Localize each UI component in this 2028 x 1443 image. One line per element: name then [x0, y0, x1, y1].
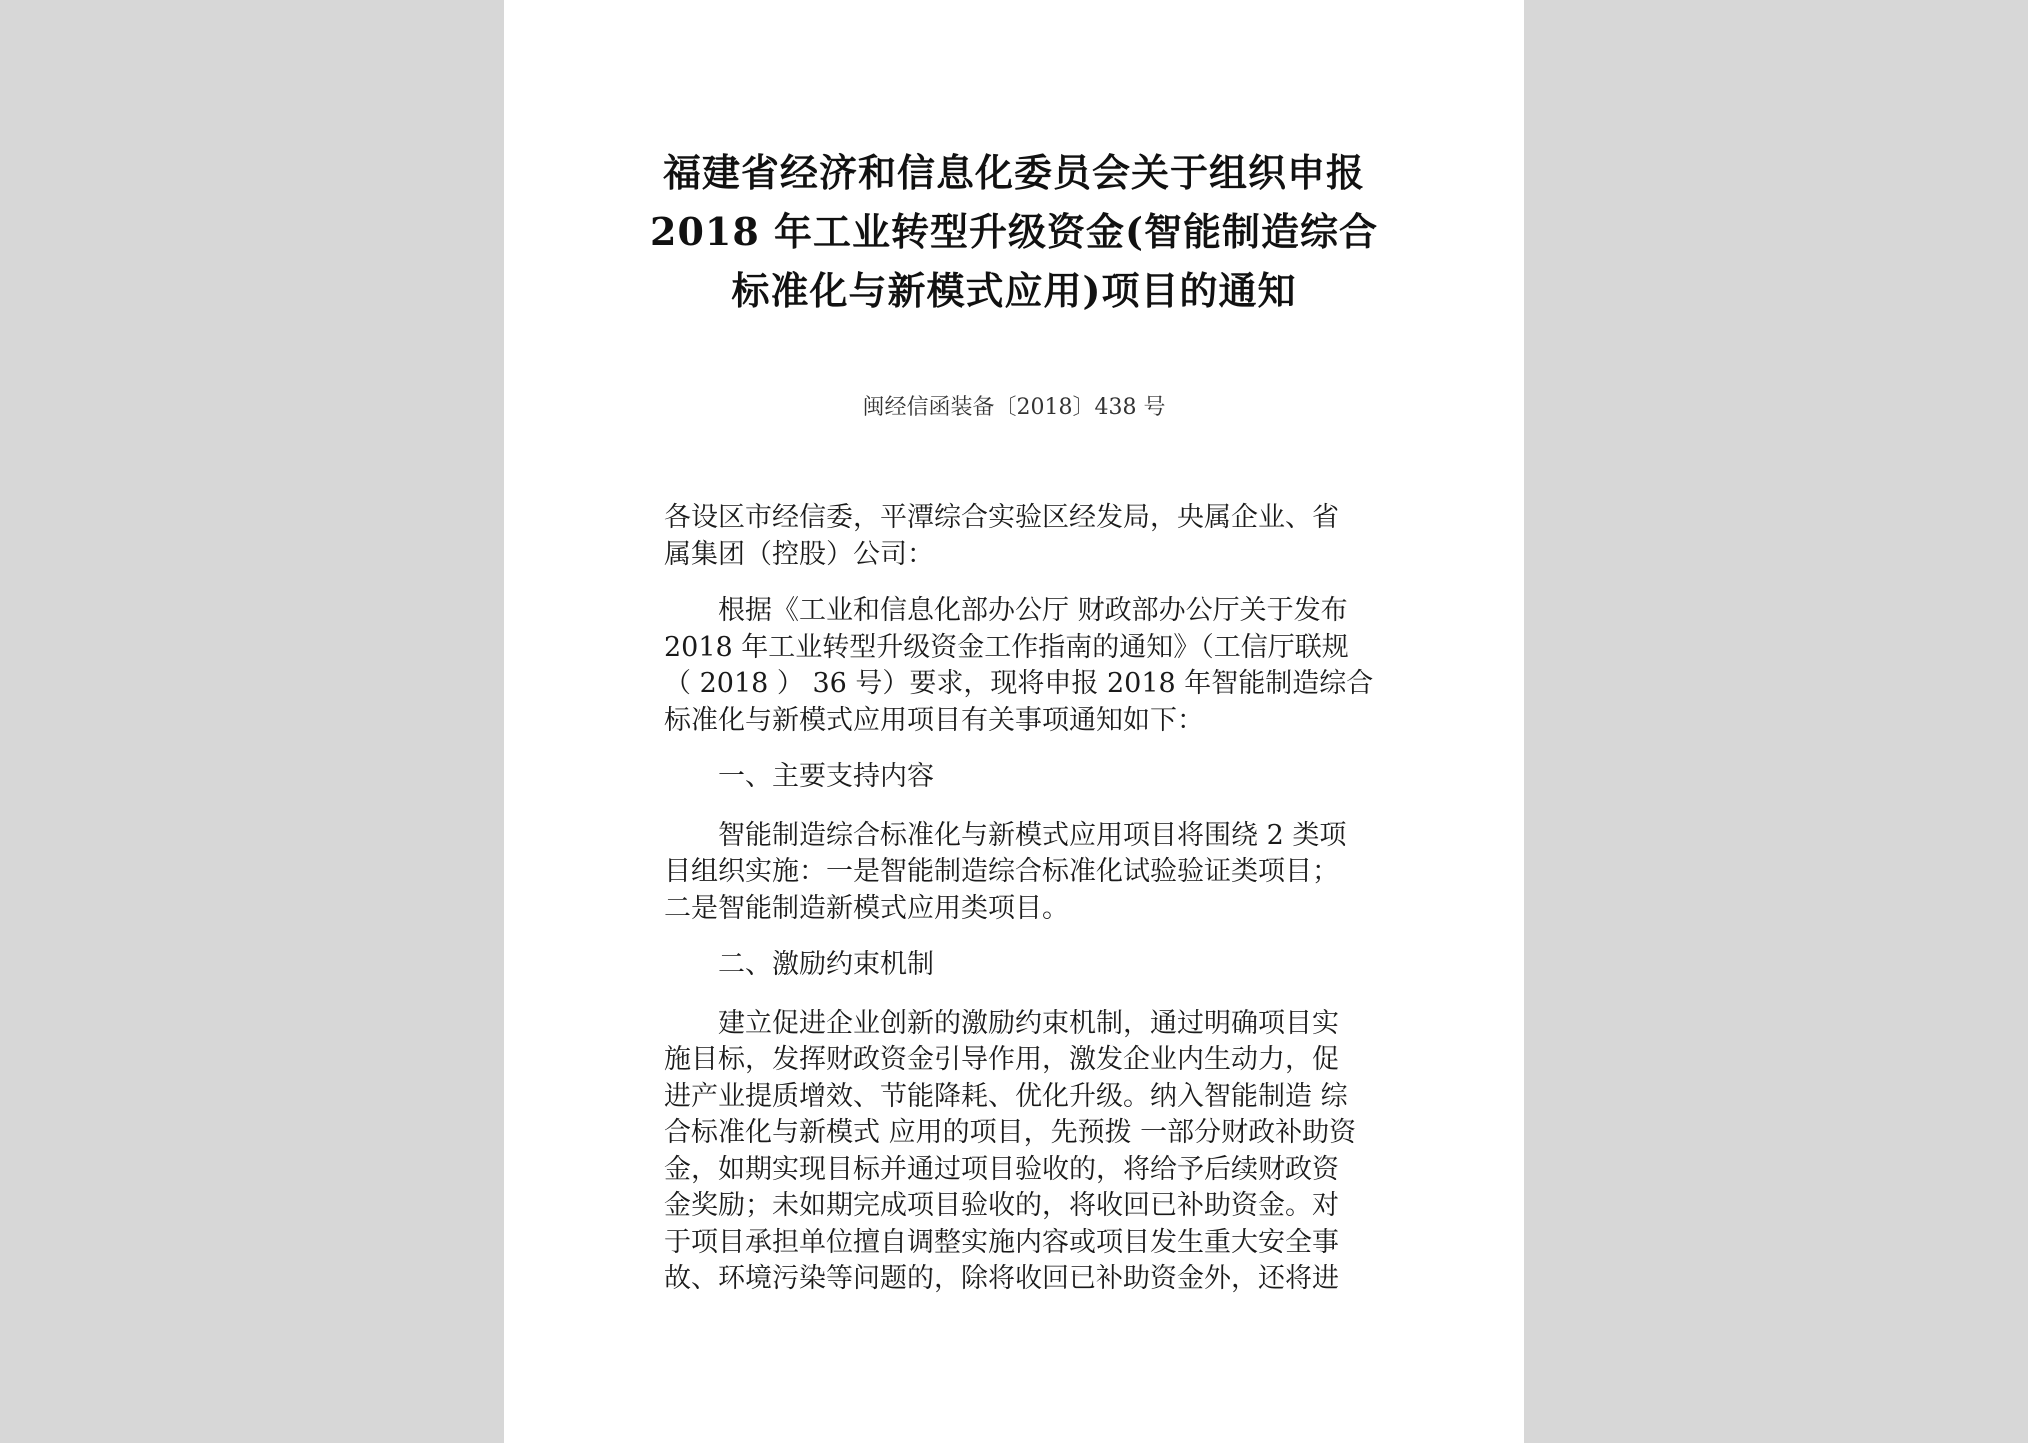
title-line: 标准化与新模式应用)项目的通知 — [731, 268, 1297, 313]
text-line: 属集团（控股）公司： — [664, 538, 934, 570]
text-line: 施目标，发挥财政资金引导作用，激发企业内生动力，促 — [664, 1044, 1339, 1075]
text-line: 进产业提质增效、节能降耗、优化升级。纳入智能制造 综 — [664, 1080, 1348, 1112]
document-title — [634, 143, 1394, 320]
text-line: 各设区市经信委，平潭综合实验区经发局，央属企业、省 — [664, 502, 1339, 533]
text-line: 故、环境污染等问题的，除将收回已补助资金外，还将进 — [664, 1263, 1339, 1294]
text-line: 二是智能制造新模式应用类项目。 — [664, 892, 1069, 924]
section-heading-1: 一、主要支持内容 — [718, 761, 934, 792]
document-number: 闽经信函装备〔2018〕438 号 — [862, 395, 1166, 420]
text-line: 金，如期实现目标并通过项目验收的，将给予后续财政资 — [664, 1153, 1339, 1185]
section-heading-2: 二、激励约束机制 — [718, 949, 934, 980]
title-line: 福建省经济和信息化委员会关于组织申报 — [662, 150, 1365, 195]
section2-paragraph — [664, 1006, 1364, 1298]
document-page — [504, 0, 1524, 1443]
document-body — [664, 500, 1374, 1318]
text-line: 建立促进企业创新的激励约束机制，通过明确项目实 — [718, 1007, 1339, 1039]
text-line: 金奖励；未如期完成项目验收的，将收回已补助资金。对 — [664, 1190, 1339, 1221]
title-line: 2018 年工业转型升级资金(智能制造综合 — [650, 209, 1378, 254]
text-line: 2018 年工业转型升级资金工作指南的通知》（工信厅联规 — [664, 631, 1349, 663]
text-line: 于项目承担单位擅自调整实施内容或项目发生重大安全事 — [664, 1226, 1339, 1258]
section1-paragraph — [664, 818, 1364, 928]
text-line: 目组织实施：一是智能制造综合标准化试验验证类项目； — [664, 856, 1339, 887]
text-line: （ 2018 ） 36 号）要求，现将申报 2018 年智能制造综合 — [664, 668, 1374, 699]
text-line: 智能制造综合标准化与新模式应用项目将围绕 2 类项 — [718, 819, 1347, 851]
text-line: 根据《工业和信息化部办公厅 财政部办公厅关于发布 — [718, 595, 1348, 626]
text-line: 标准化与新模式应用项目有关事项通知如下： — [664, 704, 1204, 736]
addressee-paragraph — [664, 500, 1364, 573]
intro-paragraph — [664, 593, 1374, 739]
text-line: 合标准化与新模式 应用的项目，先预拨 一部分财政补助资 — [664, 1117, 1357, 1148]
